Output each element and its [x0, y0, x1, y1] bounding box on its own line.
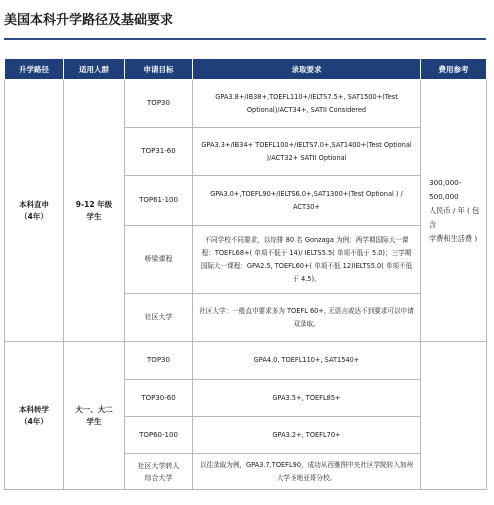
requirement-cell: GPA3.0+,TOEFL90+/IELTS6.0+,SAT1300+(Test Optional ) / ACT30+	[193, 176, 421, 226]
header-fee: 费用参考	[421, 59, 487, 80]
audience-cell-transfer	[64, 342, 125, 490]
header-path: 升学路径	[5, 59, 64, 80]
target-cell: 桥梁课程	[125, 226, 193, 294]
requirement-cell: 社区大学：一般直申要求多为 TOEFL 60+, 无语言或达不到要求可以申请双录取。	[193, 294, 421, 342]
audience-label: 大一、大二 学生	[75, 404, 113, 426]
audience-cell-direct	[64, 80, 125, 342]
header-requirement: 录取要求	[193, 59, 421, 80]
title-divider	[4, 38, 486, 40]
fee-label: 300,000-500,000 人民币 / 年 ( 包含 学费和生活费 )	[429, 177, 480, 243]
target-cell: TOP30	[125, 342, 193, 380]
target-cell: TOP60-100	[125, 417, 193, 454]
admission-table	[4, 58, 487, 490]
target-cell: TOP30	[125, 80, 193, 128]
path-cell-direct	[5, 80, 64, 342]
header-target: 申请目标	[125, 59, 193, 80]
requirement-cell: 不同学校不同要求，以综排 80 名 Gonzaga 为例：两学期国际大一课程：TOEFL68+( 单项不低于 14)/ IELTS5.5( 单项不低于 5.0)；三学期国际大一课程：GPA2.5, TOEFL60+( 单项不低 12)IELTS5.0( 单项不低于 4.5)。	[193, 226, 421, 294]
requirement-cell: GPA4.0, TOEFL110+, SAT1540+	[193, 342, 421, 380]
table-row	[5, 342, 487, 380]
requirement-cell: GPA3.5+, TOEFL85+	[193, 380, 421, 417]
table-header-row	[5, 59, 487, 80]
audience-label: 9-12 年级 学生	[75, 199, 113, 221]
table-row	[5, 80, 487, 128]
target-cell: 社区大学转人 综合大学	[125, 454, 193, 490]
page-title: 美国本科升学路径及基础要求	[4, 13, 174, 28]
target-cell: TOP61-100	[125, 176, 193, 226]
target-cell: TOP30-60	[125, 380, 193, 417]
requirement-cell: GPA3.3+/IB34+ TOEFL100+/IELTS7.0+,SAT1400+(Test Optional )/ACT32+ SATII Optional	[193, 128, 421, 176]
target-cell: TOP31-60	[125, 128, 193, 176]
requirement-cell: 以往录取为例，GPA3.7,TOEFL90，成功从西雅图中央社区学院转入加州大学圣地亚哥分校。	[193, 454, 421, 490]
header-audience: 适用人群	[64, 59, 125, 80]
path-label: 本科转学 （4年）	[19, 404, 49, 426]
target-cell: 社区大学	[125, 294, 193, 342]
fee-cell-empty	[421, 342, 487, 490]
requirement-cell: GPA3.8+/IB38+,TOEFL110+/IELTS7.5+, SAT1500+(Test Optional)/ACT34+, SATII Considered	[193, 80, 421, 128]
requirement-cell: GPA3.2+, TOEFL70+	[193, 417, 421, 454]
path-label: 本科直申 （4年）	[19, 199, 49, 221]
fee-cell	[421, 80, 487, 342]
path-cell-transfer	[5, 342, 64, 490]
